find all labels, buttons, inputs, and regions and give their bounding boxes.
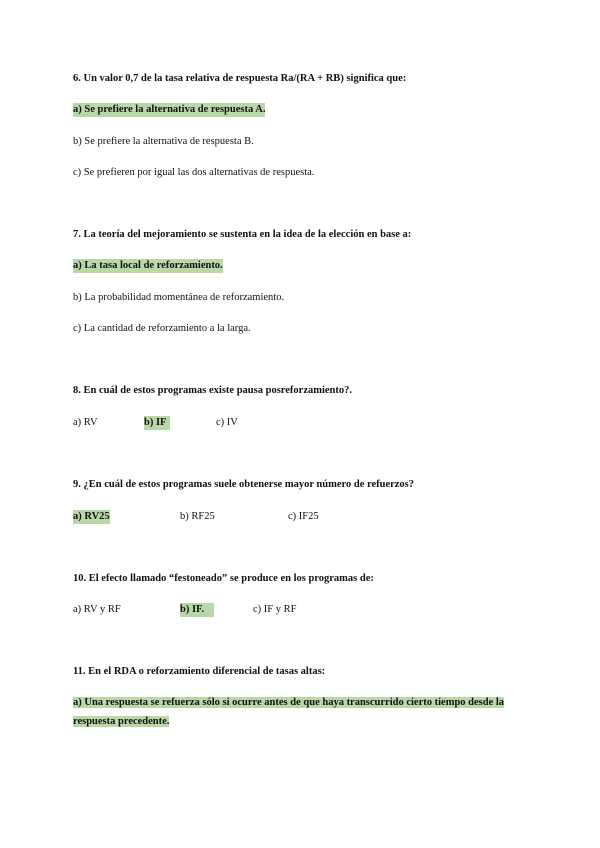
question-6-option-a-correct: a) Se prefiere la alternativa de respuesta A. bbox=[73, 104, 266, 115]
question-8-option-b-correct: b) IF bbox=[144, 416, 170, 430]
question-9-option-a-correct: a) RV25 bbox=[73, 511, 110, 522]
question-10-option-c: c) IF y RF bbox=[253, 604, 297, 615]
question-8-option-a: a) RV bbox=[73, 417, 98, 428]
question-11-option-a-text: a) Una respuesta se refuerza sólo si ocurre antes de que haya transcurrido cierto tiempo desde la respuesta precedente. bbox=[73, 697, 505, 727]
question-10-option-b-correct: b) IF. bbox=[180, 603, 214, 617]
question-9-option-b: b) RF25 bbox=[180, 511, 215, 522]
question-8-title: 8. En cuál de estos programas existe pausa posreforzamiento?. bbox=[73, 385, 353, 396]
question-9-option-c: c) IF25 bbox=[288, 511, 319, 522]
question-11-option-a-correct bbox=[73, 693, 533, 731]
question-8-option-c: c) IV bbox=[216, 417, 238, 428]
question-10-title: 10. El efecto llamado “festoneado” se produce en los programas de: bbox=[73, 573, 374, 584]
question-10-option-a: a) RV y RF bbox=[73, 604, 121, 615]
question-7-option-b: b) La probabilidad momentánea de reforzamiento. bbox=[73, 292, 285, 303]
question-7-option-c: c) La cantidad de reforzamiento a la larga. bbox=[73, 323, 251, 334]
question-6-option-b: b) Se prefiere la alternativa de respuesta B. bbox=[73, 136, 254, 147]
question-7-title: 7. La teoría del mejoramiento se sustenta en la idea de la elección en base a: bbox=[73, 229, 412, 240]
question-6-title: 6. Un valor 0,7 de la tasa relativa de respuesta Ra/(RA + RB) significa que: bbox=[73, 73, 407, 84]
question-7-option-a-correct: a) La tasa local de reforzamiento. bbox=[73, 260, 223, 271]
question-6-option-c: c) Se prefieren por igual las dos alternativas de respuesta. bbox=[73, 167, 315, 178]
question-9-title: 9. ¿En cuál de estos programas suele obtenerse mayor número de refuerzos? bbox=[73, 479, 415, 490]
question-11-title: 11. En el RDA o reforzamiento diferencial de tasas altas: bbox=[73, 666, 326, 677]
